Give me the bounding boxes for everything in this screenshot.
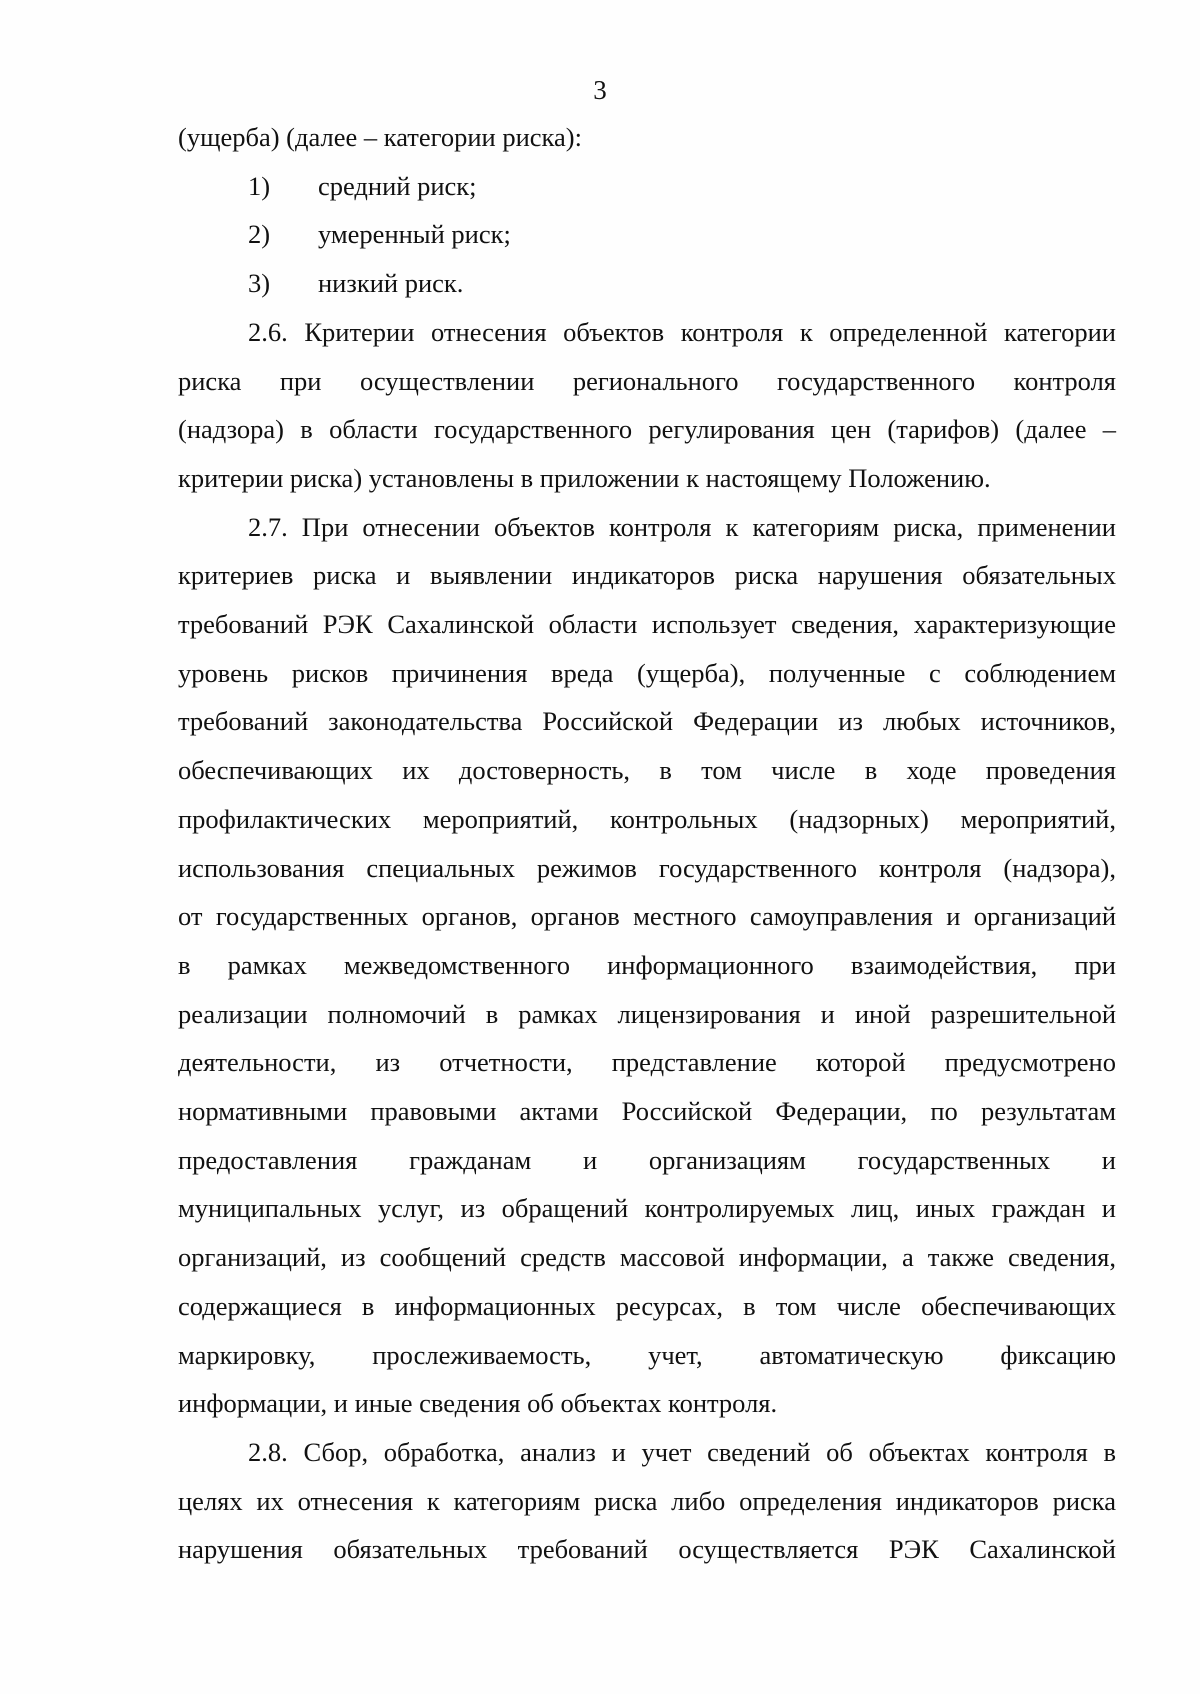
list-item [178,259,1116,308]
risk-category-list [178,162,1116,308]
text-line: от государственных органов, органов местного самоуправления и организаций [178,901,1116,932]
list-number: 3) [248,268,271,299]
text-line: маркировку, прослеживаемость, учет, автоматическую фиксацию [178,1339,1116,1370]
text-line: (надзора) в области государственного регулирования цен (тарифов) (далее – [178,414,1116,445]
document-body [178,113,1116,1574]
text-line: организаций, из сообщений средств массовой информации, а также сведения, [178,1242,1116,1273]
text-line: критериев риска и выявлении индикаторов риска нарушения обязательных [178,560,1116,591]
text-line: уровень рисков причинения вреда (ущерба), полученные с соблюдением [178,657,1116,688]
text-line: информации, и иные сведения об объектах контроля. [178,1388,778,1419]
text-line: реализации полномочий в рамках лицензирования и иной разрешительной [178,998,1116,1029]
text-line: профилактических мероприятий, контрольных (надзорных) мероприятий, [178,803,1116,834]
text-line: деятельности, из отчетности, представление которой предусмотрено [178,1047,1116,1078]
text-line: критерии риска) установлены в приложении к настоящему Положению. [178,462,991,493]
text-line: нарушения обязательных требований осуществляется РЭК Сахалинской [178,1534,1116,1565]
intro-line [178,113,1116,162]
paragraph-2-8 [178,1428,1116,1574]
text-line: 2.8. Сбор, обработка, анализ и учет сведений об объектах контроля в [248,1436,1116,1467]
text-line: муниципальных услуг, из обращений контролируемых лиц, иных граждан и [178,1193,1116,1224]
list-item [178,210,1116,259]
list-text: низкий риск. [318,268,464,299]
list-number: 1) [248,170,271,201]
text-line: нормативными правовыми актами Российской Федерации, по результатам [178,1096,1116,1127]
list-number: 2) [248,219,271,250]
text-line: использования специальных режимов государственного контроля (надзора), [178,852,1116,883]
text-line: в рамках межведомственного информационного взаимодействия, при [178,949,1116,980]
page-number: 3 [593,75,607,105]
text-line: требований законодательства Российской Федерации из любых источников, [178,706,1116,737]
list-item [178,162,1116,211]
text-line: (ущерба) (далее – категории риска): [178,122,582,152]
paragraph-2-7 [178,503,1116,1428]
text-line: требований РЭК Сахалинской области использует сведения, характеризующие [178,609,1116,640]
paragraph-2-6 [178,308,1116,503]
list-text: умеренный риск; [318,219,511,250]
text-line: 2.6. Критерии отнесения объектов контроля к определенной категории [248,316,1116,347]
text-line: предоставления гражданам и организациям государственных и [178,1144,1116,1175]
text-line: целях их отнесения к категориям риска либо определения индикаторов риска [178,1485,1116,1516]
text-line: риска при осуществлении регионального государственного контроля [178,365,1116,396]
list-text: средний риск; [318,170,477,201]
text-line: содержащиеся в информационных ресурсах, в том числе обеспечивающих [178,1290,1116,1321]
text-line: обеспечивающих их достоверность, в том числе в ходе проведения [178,755,1116,786]
text-line: 2.7. При отнесении объектов контроля к категориям риска, применении [248,511,1116,542]
